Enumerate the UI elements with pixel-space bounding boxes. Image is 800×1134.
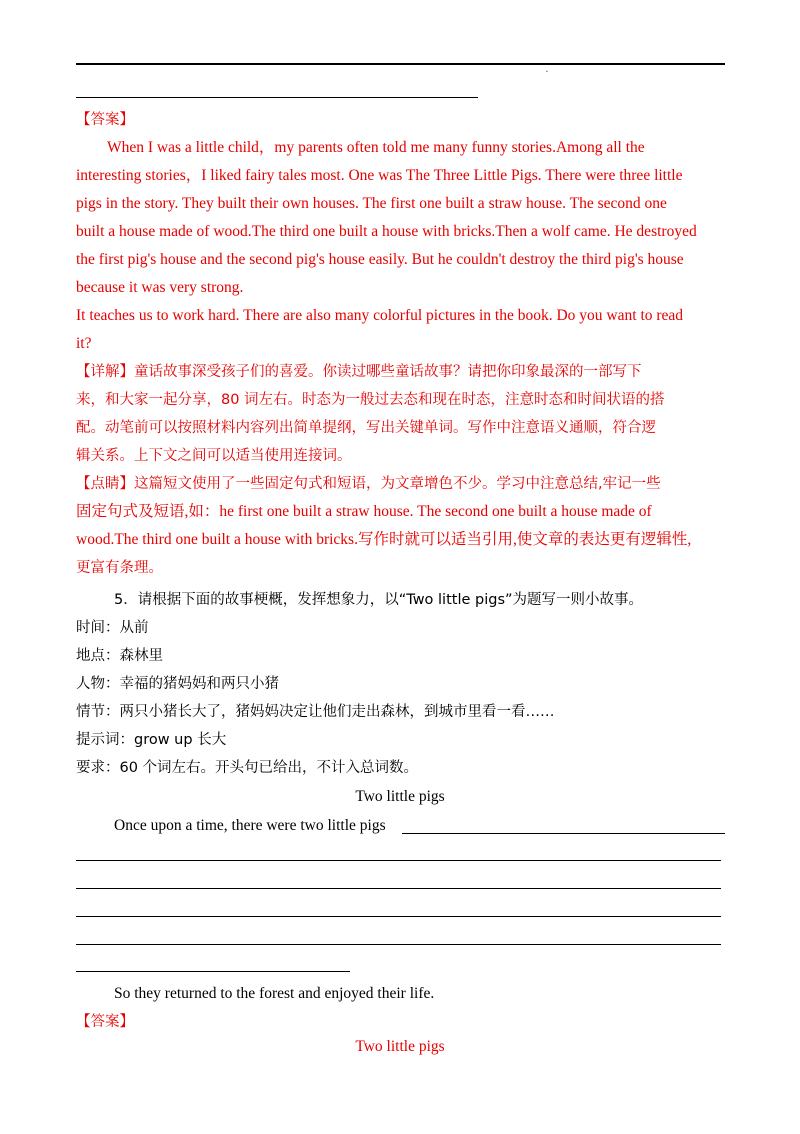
essay-closing: So they returned to the forest and enjoyed their life. bbox=[114, 985, 435, 1002]
writing-line[interactable] bbox=[76, 916, 721, 917]
answer-text-line: It teaches us to work hard. There are also many colorful pictures in the book. Do you want to read bbox=[76, 307, 684, 324]
tip-line: wood.The third one built a house with bricks.写作时就可以适当引用,使文章的表达更有逻辑性, bbox=[76, 531, 692, 548]
writing-line[interactable] bbox=[76, 860, 721, 861]
question-plot: 情节：两只小猪长大了，猪妈妈决定让他们走出森林，到城市里看一看…… bbox=[76, 704, 555, 720]
answer-text-line: because it was very strong. bbox=[76, 279, 244, 296]
answer-text-line: it? bbox=[76, 335, 92, 352]
answer2-label: 【答案】 bbox=[76, 1014, 134, 1030]
answer-text-line: built a house made of wood.The third one built a house with bricks.Then a wolf came. He destroyed bbox=[76, 223, 697, 240]
header-dot: ▪ bbox=[546, 70, 548, 75]
detail-line: 配。动笔前可以按照材料内容列出简单提纲，写出关键单词。写作中注意语义通顺，符合逻 bbox=[76, 420, 656, 436]
question-prompt: 5．请根据下面的故事梗概，发挥想象力，以“Two little pigs”为题写一则小故事。 bbox=[114, 592, 644, 608]
answer2-title: Two little pigs bbox=[355, 1038, 445, 1055]
tip-line: 更富有条理。 bbox=[76, 560, 163, 576]
question-hint: 提示词：grow up 长大 bbox=[76, 732, 227, 748]
question-requirement: 要求：60 个词左右。开头句已给出，不计入总词数。 bbox=[76, 760, 419, 776]
writing-line[interactable] bbox=[76, 888, 721, 889]
writing-blank[interactable] bbox=[402, 833, 725, 834]
tip-label: 【点睛】 bbox=[76, 476, 134, 492]
tip-line: 固定句式及短语,如：he first one built a straw house. The second one built a house made of bbox=[76, 503, 652, 520]
essay-title: Two little pigs bbox=[355, 788, 445, 805]
header-rule bbox=[76, 63, 725, 65]
writing-line[interactable] bbox=[76, 971, 350, 972]
detail-line: 辑关系。上下文之间可以适当使用连接词。 bbox=[76, 448, 352, 464]
question-place: 地点：森林里 bbox=[76, 648, 163, 664]
answer-text-line: the first pig's house and the second pig's house easily. But he couldn't destroy the third pig's house bbox=[76, 251, 684, 268]
answer-text-line: pigs in the story. They built their own houses. The first one built a straw house. The second one bbox=[76, 195, 667, 212]
writing-line[interactable] bbox=[76, 944, 721, 945]
detail-line: 来，和大家一起分享，80 词左右。时态为一般过去态和现在时态，注意时态和时间状语的搭 bbox=[76, 392, 665, 408]
tip-line bbox=[76, 474, 661, 494]
tip-text: 这篇短文使用了一些固定句式和短语，为文章增色不少。学习中注意总结,牢记一些 bbox=[134, 476, 661, 492]
detail-line bbox=[76, 362, 642, 382]
question-time: 时间：从前 bbox=[76, 620, 149, 636]
answer-label: 【答案】 bbox=[76, 112, 134, 128]
question-people: 人物：幸福的猪妈妈和两只小猪 bbox=[76, 676, 279, 692]
section-divider bbox=[76, 97, 478, 98]
detail-text: 童话故事深受孩子们的喜爱。你读过哪些童话故事？请把你印象最深的一部写下 bbox=[134, 364, 642, 380]
answer-text-line: interesting stories，I liked fairy tales most. One was The Three Little Pigs. There were three little bbox=[76, 167, 683, 184]
detail-label: 【详解】 bbox=[76, 364, 134, 380]
essay-opening: Once upon a time, there were two little pigs bbox=[114, 817, 386, 834]
answer-text-line: When I was a little child，my parents often told me many funny stories.Among all the bbox=[107, 139, 645, 156]
